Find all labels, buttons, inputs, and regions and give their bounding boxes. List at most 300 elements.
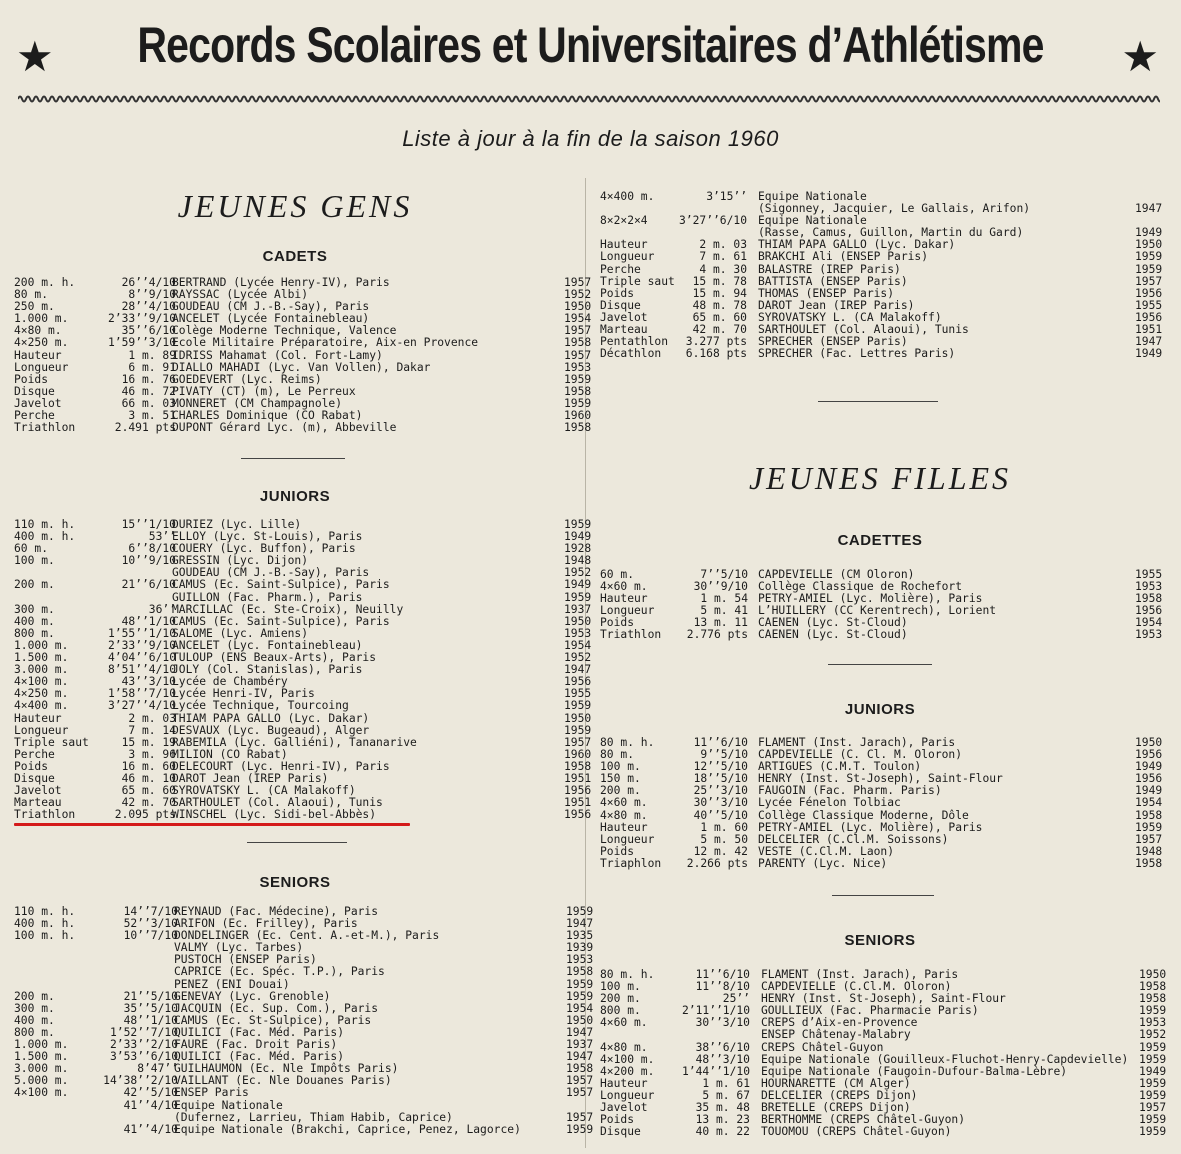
year-cell: 1947 <box>566 1050 594 1064</box>
holder-cell: (Rasse, Camus, Guillon, Martin du Gard) <box>758 226 1024 240</box>
year-cell: 1955 <box>1135 298 1163 312</box>
year-cell: 1953 <box>564 360 592 374</box>
performance-cell: 2.776 pts <box>686 628 748 642</box>
year-cell: 1959 <box>1135 262 1163 276</box>
year-cell: 1954 <box>566 1001 594 1015</box>
performance-cell: 43’’3/10 <box>121 675 176 689</box>
table-row <box>14 348 592 362</box>
event-cell: Javelot <box>14 396 62 410</box>
year-cell: 1956 <box>1135 286 1163 300</box>
performance-cell: 8’47’’ <box>137 1062 178 1076</box>
holder-cell: BERTHOMME (CREPS Châtel-Guyon) <box>761 1113 966 1127</box>
event-cell: Longueur <box>14 723 69 737</box>
holder-cell: SARTHOULET (Col. Alaoui), Tunis <box>172 796 383 810</box>
event-cell: Longueur <box>600 1088 655 1102</box>
performance-cell: 3’27’’4/10 <box>107 699 176 713</box>
performance-cell: 2.491 pts <box>114 421 176 435</box>
performance-cell: 46 m. 10 <box>121 771 176 785</box>
event-cell: 400 m. h. <box>14 917 76 931</box>
holder-cell: CHARLES Dominique (CO Rabat) <box>172 409 363 423</box>
event-cell: 800 m. <box>14 626 55 640</box>
performance-cell: 2 m. 03 <box>699 238 747 252</box>
performance-cell: 35’’5/10 <box>123 1001 178 1015</box>
holder-cell: VAILLANT (Ec. Nle Douanes Paris) <box>174 1074 392 1088</box>
performance-cell: 3 m. 96 <box>128 747 176 761</box>
performance-cell: 65 m. 60 <box>692 310 747 324</box>
holder-cell: FAUGOIN (Fac. Pharm. Paris) <box>758 784 942 798</box>
holder-cell: PETRY-AMIEL (Lyc. Molière), Paris <box>758 592 983 606</box>
year-cell: 1950 <box>564 300 592 314</box>
performance-cell: 42’’5/10 <box>123 1086 178 1100</box>
year-cell: 1956 <box>1135 310 1163 324</box>
year-cell: 1954 <box>564 312 592 326</box>
performance-cell: 16 m. 60 <box>121 759 176 773</box>
holder-cell: SPRECHER (Fac. Lettres Paris) <box>758 347 956 361</box>
year-cell: 1959 <box>1135 820 1163 834</box>
holder-cell: Equipe Nationale <box>758 214 867 228</box>
table-row <box>14 421 592 435</box>
performance-cell: 6 m. 91 <box>128 360 176 374</box>
performance-cell: 4 m. 30 <box>699 262 747 276</box>
performance-cell: 53’’ <box>148 530 176 544</box>
event-cell: Triple saut <box>14 735 89 749</box>
table-row <box>600 1042 1165 1054</box>
performance-cell: 2’33’’9/10 <box>107 312 176 326</box>
table-juniors-filles <box>600 736 1163 870</box>
table-row <box>600 262 1163 276</box>
holder-cell: (Sigonney, Jacquier, Le Gallais, Arifon) <box>758 202 1031 216</box>
performance-cell: 5 m. 50 <box>700 832 748 846</box>
holder-cell: FAURE (Fac. Droit Paris) <box>174 1038 338 1052</box>
table-row <box>14 699 592 713</box>
event-cell: Triathlon <box>14 808 76 822</box>
event-cell: 4×400 m. <box>14 699 69 713</box>
performance-cell: 1’58’’7/10 <box>107 687 176 701</box>
performance-cell: 41’’4/10 <box>123 1098 178 1112</box>
event-cell: 110 m. h. <box>14 905 76 918</box>
holder-cell: MARCILLAC (Ec. Ste-Croix), Neuilly <box>172 602 404 616</box>
year-cell: 1928 <box>564 542 592 556</box>
year-cell: 1959 <box>1139 1125 1167 1139</box>
year-cell: 1948 <box>1135 844 1163 858</box>
performance-cell: 2’11’’1/10 <box>681 1004 750 1018</box>
year-cell: 1959 <box>564 518 592 531</box>
performance-cell: 2’33’’9/10 <box>107 638 176 652</box>
holder-cell: GOULLIEUX (Fac. Pharmacie Paris) <box>761 1004 979 1018</box>
event-cell: 5.000 m. <box>14 1074 69 1088</box>
holder-cell: SALOME (Lyc. Amiens) <box>172 626 309 640</box>
holder-cell: JACQUIN (Ec. Sup. Com.), Paris <box>174 1001 379 1015</box>
holder-cell: ANCELET (Lycée Fontainebleau) <box>172 312 370 326</box>
event-cell: 80 m. h. <box>600 736 655 749</box>
table-row <box>600 1126 1165 1138</box>
event-cell: Marteau <box>14 796 62 810</box>
holder-cell: THIAM PAPA GALLO (Lyc. Dakar) <box>758 238 956 252</box>
holder-cell: CAMUS (Ec. St-Sulpice), Paris <box>174 1013 372 1027</box>
holder-cell: CAPDEVIELLE (CM Oloron) <box>758 568 915 581</box>
performance-cell: 46 m. 72 <box>121 384 176 398</box>
holder-cell: (Dufernez, Larrieu, Thiam Habib, Caprice) <box>174 1110 453 1124</box>
year-cell: 1954 <box>1135 796 1163 810</box>
table-juniors-gens <box>14 518 592 822</box>
performance-cell: 8’51’’4/10 <box>107 663 176 677</box>
performance-cell: 3’27’’6/10 <box>678 214 747 228</box>
event-cell: 8×2×2×4 <box>600 214 648 228</box>
event-cell: 60 m. <box>600 568 635 581</box>
event-cell: 4×60 m. <box>600 1016 648 1030</box>
holder-cell: TULOUP (ENS Beaux-Arts), Paris <box>172 651 377 665</box>
performance-cell: 5 m. 41 <box>700 604 748 618</box>
event-cell: Marteau <box>600 323 648 337</box>
performance-cell: 25’’3/10 <box>693 784 748 798</box>
event-cell: 100 m. <box>600 760 641 774</box>
year-cell: 1960 <box>564 747 592 761</box>
holder-cell: BATTISTA (ENSEP Paris) <box>758 274 908 288</box>
performance-cell: 2’33’’2/10 <box>109 1038 178 1052</box>
year-cell: 1953 <box>566 953 594 967</box>
wavy-divider <box>18 92 1160 106</box>
performance-cell: 7’’5/10 <box>700 568 748 581</box>
holder-cell: Lycée de Chambéry <box>172 675 288 689</box>
performance-cell: 2.266 pts <box>686 856 748 870</box>
event-cell: Hauteur <box>600 592 648 606</box>
performance-cell: 3’53’’6/10 <box>109 1050 178 1064</box>
year-cell: 1952 <box>564 651 592 665</box>
holder-cell: THIAM PAPA GALLO (Lyc. Dakar) <box>172 711 370 725</box>
year-cell: 1953 <box>564 626 592 640</box>
year-cell: 1935 <box>566 929 594 943</box>
event-cell: Triathlon <box>14 421 76 435</box>
holder-cell: Collège Classique Moderne, Dôle <box>758 808 969 822</box>
event-cell: 200 m. <box>600 992 641 1006</box>
event-cell: Poids <box>14 759 49 773</box>
star-icon: ★ <box>16 32 54 81</box>
performance-cell: 41’’4/10 <box>123 1122 178 1136</box>
page-title: Records Scolaires et Universitaires d’Athlétisme <box>137 17 1044 73</box>
table-row <box>14 735 592 749</box>
holder-cell: DONDELINGER (Ec. Cent. A.-et-M.), Paris <box>174 929 440 943</box>
event-cell: Hauteur <box>600 1076 648 1090</box>
event-cell: Javelot <box>600 310 648 324</box>
year-cell: 1956 <box>1135 748 1163 762</box>
event-cell: 4×250 m. <box>14 336 69 350</box>
holder-cell: Equipe Nationale <box>174 1098 283 1112</box>
heading-jeunes-gens: JEUNES GENS <box>177 188 413 224</box>
table-row <box>14 1074 594 1088</box>
year-cell: 1950 <box>564 711 592 725</box>
year-cell: 1957 <box>564 735 592 749</box>
event-cell: 400 m. h. <box>14 530 76 544</box>
year-cell: 1959 <box>1139 1076 1167 1090</box>
holder-cell: MONNERET (CM Champagnole) <box>172 396 343 410</box>
performance-cell: 21’’6/10 <box>121 578 176 592</box>
table-row <box>600 628 1163 642</box>
event-cell: 4×80 m. <box>600 1040 648 1054</box>
year-cell: 1956 <box>564 784 592 798</box>
event-cell: 3.000 m. <box>14 663 69 677</box>
event-cell: 4×100 m. <box>600 1052 655 1066</box>
performance-cell: 65 m. 60 <box>121 784 176 798</box>
year-cell: 1959 <box>1139 1052 1167 1066</box>
event-cell: 4×80 m. <box>14 324 62 338</box>
holder-cell: DAROT Jean (IREP Paris) <box>172 771 329 785</box>
year-cell: 1954 <box>564 638 592 652</box>
performance-cell: 5 m. 67 <box>702 1088 750 1102</box>
holder-cell: PARENTY (Lyc. Nice) <box>758 856 888 870</box>
performance-cell: 25’’ <box>722 992 750 1006</box>
year-cell: 1959 <box>566 989 594 1003</box>
performance-cell: 30’’9/10 <box>693 580 748 594</box>
table-row <box>14 1122 594 1136</box>
year-cell: 1959 <box>564 396 592 410</box>
performance-cell: 9’’5/10 <box>700 748 748 762</box>
performance-cell: 14’’7/10 <box>123 905 178 918</box>
year-cell: 1952 <box>1139 1028 1167 1042</box>
event-cell: 200 m. h. <box>14 276 76 289</box>
event-cell: Disque <box>14 771 55 785</box>
event-cell: Javelot <box>14 784 62 798</box>
year-cell: 1950 <box>564 614 592 628</box>
holder-cell: THOMAS (ENSEP Paris) <box>758 286 895 300</box>
holder-cell: Equipe Nationale <box>758 190 867 203</box>
holder-cell: JOLY (Col. Stanislas), Paris <box>172 663 363 677</box>
performance-cell: 21’’5/10 <box>123 989 178 1003</box>
year-cell: 1958 <box>564 336 592 350</box>
holder-cell: QUILICI (Fac. Méd. Paris) <box>174 1050 345 1064</box>
event-cell: Longueur <box>600 604 655 618</box>
event-cell: Javelot <box>600 1101 648 1115</box>
table-row <box>600 820 1163 834</box>
year-cell: 1957 <box>566 1074 594 1088</box>
year-cell: 1959 <box>1139 1113 1167 1127</box>
performance-cell: 14’38’’2/10 <box>103 1074 178 1088</box>
performance-cell: 40 m. 22 <box>695 1125 750 1139</box>
year-cell: 1959 <box>564 699 592 713</box>
holder-cell: ANCELET (Lyc. Fontainebleau) <box>172 638 363 652</box>
performance-cell: 1’44’’1/10 <box>681 1064 750 1078</box>
year-cell: 1951 <box>1135 323 1163 337</box>
holder-cell: Equipe Nationale (Brakchi, Caprice, Penez, Lagorce) <box>174 1122 521 1136</box>
section-heading-juniors-gens: JUNIORS <box>259 488 331 505</box>
performance-cell: 1 m. 89 <box>128 348 176 362</box>
performance-cell: 48’’1/10 <box>121 614 176 628</box>
holder-cell: SYROVATSKY L. (CA Malakoff) <box>758 310 942 324</box>
performance-cell: 38’’6/10 <box>695 1040 750 1054</box>
year-cell: 1957 <box>1139 1101 1167 1115</box>
year-cell: 1949 <box>1135 347 1163 361</box>
holder-cell: DELECOURT (Lyc. Henri-IV), Paris <box>172 759 390 773</box>
event-cell: Disque <box>600 298 641 312</box>
table-row <box>600 1054 1165 1066</box>
table-row <box>14 590 592 604</box>
table-cadettes <box>600 568 1163 642</box>
holder-cell: IDRISS Mahamat (Col. Fort-Lamy) <box>172 348 383 362</box>
performance-cell: 2 m. 03 <box>128 711 176 725</box>
year-cell: 1949 <box>1135 226 1163 240</box>
event-cell: Poids <box>600 616 635 630</box>
holder-cell: ENSEP Paris <box>174 1086 249 1100</box>
event-cell: Hauteur <box>600 238 648 252</box>
section-heading-cadets: CADETS <box>262 248 328 265</box>
holder-cell: TOUOMOU (CREPS Châtel-Guyon) <box>761 1125 952 1139</box>
holder-cell: REYNAUD (Fac. Médecine), Paris <box>174 905 379 918</box>
table-seniors-gens-continued <box>600 190 1163 361</box>
performance-cell: 11’’6/10 <box>695 968 750 981</box>
section-rule <box>828 664 932 665</box>
event-cell: Poids <box>14 372 49 386</box>
performance-cell: 3.277 pts <box>685 335 747 349</box>
year-cell: 1959 <box>566 905 594 918</box>
holder-cell: MILION (CO Rabat) <box>172 747 288 761</box>
event-cell: 80 m. h. <box>600 968 655 981</box>
event-cell: 4×250 m. <box>14 687 69 701</box>
year-cell: 1951 <box>564 771 592 785</box>
holder-cell: SARTHOULET (Col. Alaoui), Tunis <box>758 323 969 337</box>
holder-cell: ARTIGUES (C.M.T. Toulon) <box>758 760 922 774</box>
year-cell: 1957 <box>1135 274 1163 288</box>
performance-cell: 28’’4/10 <box>121 300 176 314</box>
event-cell: 100 m. <box>600 980 641 994</box>
year-cell: 1957 <box>566 1110 594 1124</box>
table-row <box>14 663 592 677</box>
year-cell: 1951 <box>564 796 592 810</box>
year-cell: 1959 <box>566 977 594 991</box>
performance-cell: 15’’1/10 <box>121 518 176 531</box>
performance-cell: 48 m. 78 <box>692 298 747 312</box>
table-row <box>600 856 1163 870</box>
event-cell: Perche <box>14 409 55 423</box>
performance-cell: 30’’3/10 <box>693 796 748 810</box>
event-cell: 1.500 m. <box>14 1050 69 1064</box>
event-cell: 250 m. <box>14 300 55 314</box>
event-cell: 1.000 m. <box>14 312 69 326</box>
holder-cell: ENSEP Châtenay-Malabry <box>761 1028 911 1042</box>
year-cell: 1957 <box>566 1086 594 1100</box>
event-cell: Décathlon <box>600 347 662 361</box>
holder-cell: CAENEN (Lyc. St-Cloud) <box>758 616 908 630</box>
holder-cell: DAROT Jean (IREP Paris) <box>758 298 915 312</box>
year-cell: 1959 <box>1139 1004 1167 1018</box>
year-cell: 1948 <box>564 554 592 568</box>
holder-cell: GENEVAY (Lyc. Grenoble) <box>174 989 331 1003</box>
event-cell: 800 m. <box>14 1025 55 1039</box>
table-row <box>600 347 1163 361</box>
year-cell: 1959 <box>1135 250 1163 264</box>
year-cell: 1957 <box>564 324 592 338</box>
year-cell: 1959 <box>566 1122 594 1136</box>
holder-cell: SYROVATSKY L. (CA Malakoff) <box>172 784 356 798</box>
holder-cell: DURIEZ (Lyc. Lille) <box>172 518 302 531</box>
performance-cell: 1 m. 54 <box>700 592 748 606</box>
table-cadets <box>14 276 592 435</box>
holder-cell: VESTE (C.Cl.M. Laon) <box>758 844 895 858</box>
year-cell: 1949 <box>564 578 592 592</box>
year-cell: 1950 <box>566 1013 594 1027</box>
table-seniors-gens <box>14 905 594 1136</box>
year-cell: 1953 <box>1135 580 1163 594</box>
performance-cell: 11’’8/10 <box>695 980 750 994</box>
table-row <box>14 965 594 979</box>
year-cell: 1959 <box>564 723 592 737</box>
holder-cell: BRAKCHI Ali (ENSEP Paris) <box>758 250 929 264</box>
section-heading-seniors-gens: SENIORS <box>259 874 331 891</box>
year-cell: 1960 <box>564 409 592 423</box>
holder-cell: GRESSIN (Lyc. Dijon) <box>172 554 309 568</box>
holder-cell: Ecole Militaire Préparatoire, Aix-en Provence <box>172 336 479 350</box>
event-cell: 80 m. <box>14 288 49 302</box>
holder-cell: RAYSSAC (Lycée Albi) <box>172 288 309 302</box>
holder-cell: Lycée Technique, Tourcoing <box>172 699 349 713</box>
section-heading-cadettes: CADETTES <box>837 532 923 549</box>
event-cell: 1.000 m. <box>14 1038 69 1052</box>
year-cell: 1947 <box>1135 335 1163 349</box>
holder-cell: PETRY-AMIEL (Lyc. Molière), Paris <box>758 820 983 834</box>
performance-cell: 35 m. 48 <box>695 1101 750 1115</box>
year-cell: 1939 <box>566 941 594 955</box>
event-cell: 4×100 m. <box>14 675 69 689</box>
event-cell: 800 m. <box>600 1004 641 1018</box>
year-cell: 1955 <box>564 687 592 701</box>
event-cell: Triple saut <box>600 274 675 288</box>
holder-cell: DUPONT Gérard Lyc. (m), Abbeville <box>172 421 397 435</box>
year-cell: 1956 <box>564 808 592 822</box>
holder-cell: Collège Classique de Rochefort <box>758 580 963 594</box>
year-cell: 1950 <box>1135 736 1163 749</box>
performance-cell: 7 m. 61 <box>699 250 747 264</box>
performance-cell: 12’’5/10 <box>693 760 748 774</box>
holder-cell: QUILICI (Fac. Méd. Paris) <box>174 1025 345 1039</box>
year-cell: 1947 <box>1135 202 1163 216</box>
event-cell: Disque <box>600 1125 641 1139</box>
page-subtitle: Liste à jour à la fin de la saison 1960 <box>402 126 779 151</box>
performance-cell: 30’’3/10 <box>695 1016 750 1030</box>
holder-cell: L’HUILLERY (CC Kerentrech), Lorient <box>758 604 997 618</box>
performance-cell: 10’’9/10 <box>121 554 176 568</box>
holder-cell: RABEMILA (Lyc. Galliéni), Tananarive <box>172 735 417 749</box>
heading-jeunes-filles: JEUNES FILLES <box>748 460 1012 496</box>
table-row <box>600 250 1163 264</box>
event-cell: 4×100 m. <box>14 1086 69 1100</box>
year-cell: 1950 <box>1139 968 1167 981</box>
year-cell: 1956 <box>1135 604 1163 618</box>
performance-cell: 15 m. 78 <box>692 274 747 288</box>
year-cell: 1959 <box>1139 1088 1167 1102</box>
event-cell: 400 m. <box>14 1013 55 1027</box>
event-cell: 1.500 m. <box>14 651 69 665</box>
holder-cell: PUSTOCH (ENSEP Paris) <box>174 953 317 967</box>
holder-cell: GOEDEVERT (Lyc. Reims) <box>172 372 322 386</box>
event-cell: Triaphlon <box>600 856 662 870</box>
section-rule <box>241 458 345 459</box>
performance-cell: 40’’5/10 <box>693 808 748 822</box>
holder-cell: GUILHAUMON (Ec. Nle Impôts Paris) <box>174 1062 399 1076</box>
performance-cell: 42 m. 70 <box>121 796 176 810</box>
table-row <box>14 1100 580 1112</box>
year-cell: 1937 <box>566 1038 594 1052</box>
performance-cell: 15 m. 94 <box>692 286 747 300</box>
event-cell: 150 m. <box>600 772 641 786</box>
holder-cell: GOUDEAU (CM J.-B.-Say), Paris <box>172 300 370 314</box>
performance-cell: 18’’5/10 <box>693 772 748 786</box>
event-cell: 4×60 m. <box>600 580 648 594</box>
table-row <box>14 1110 594 1124</box>
holder-cell: SPRECHER (ENSEP Paris) <box>758 335 908 349</box>
event-cell: 300 m. <box>14 1001 55 1015</box>
holder-cell: PIVATY (CT) (m), Le Perreux <box>172 384 356 398</box>
holder-cell: Lycée Fénelon Tolbiac <box>758 796 901 810</box>
performance-cell: 2.095 pts <box>114 808 176 822</box>
table-row <box>14 989 594 1003</box>
